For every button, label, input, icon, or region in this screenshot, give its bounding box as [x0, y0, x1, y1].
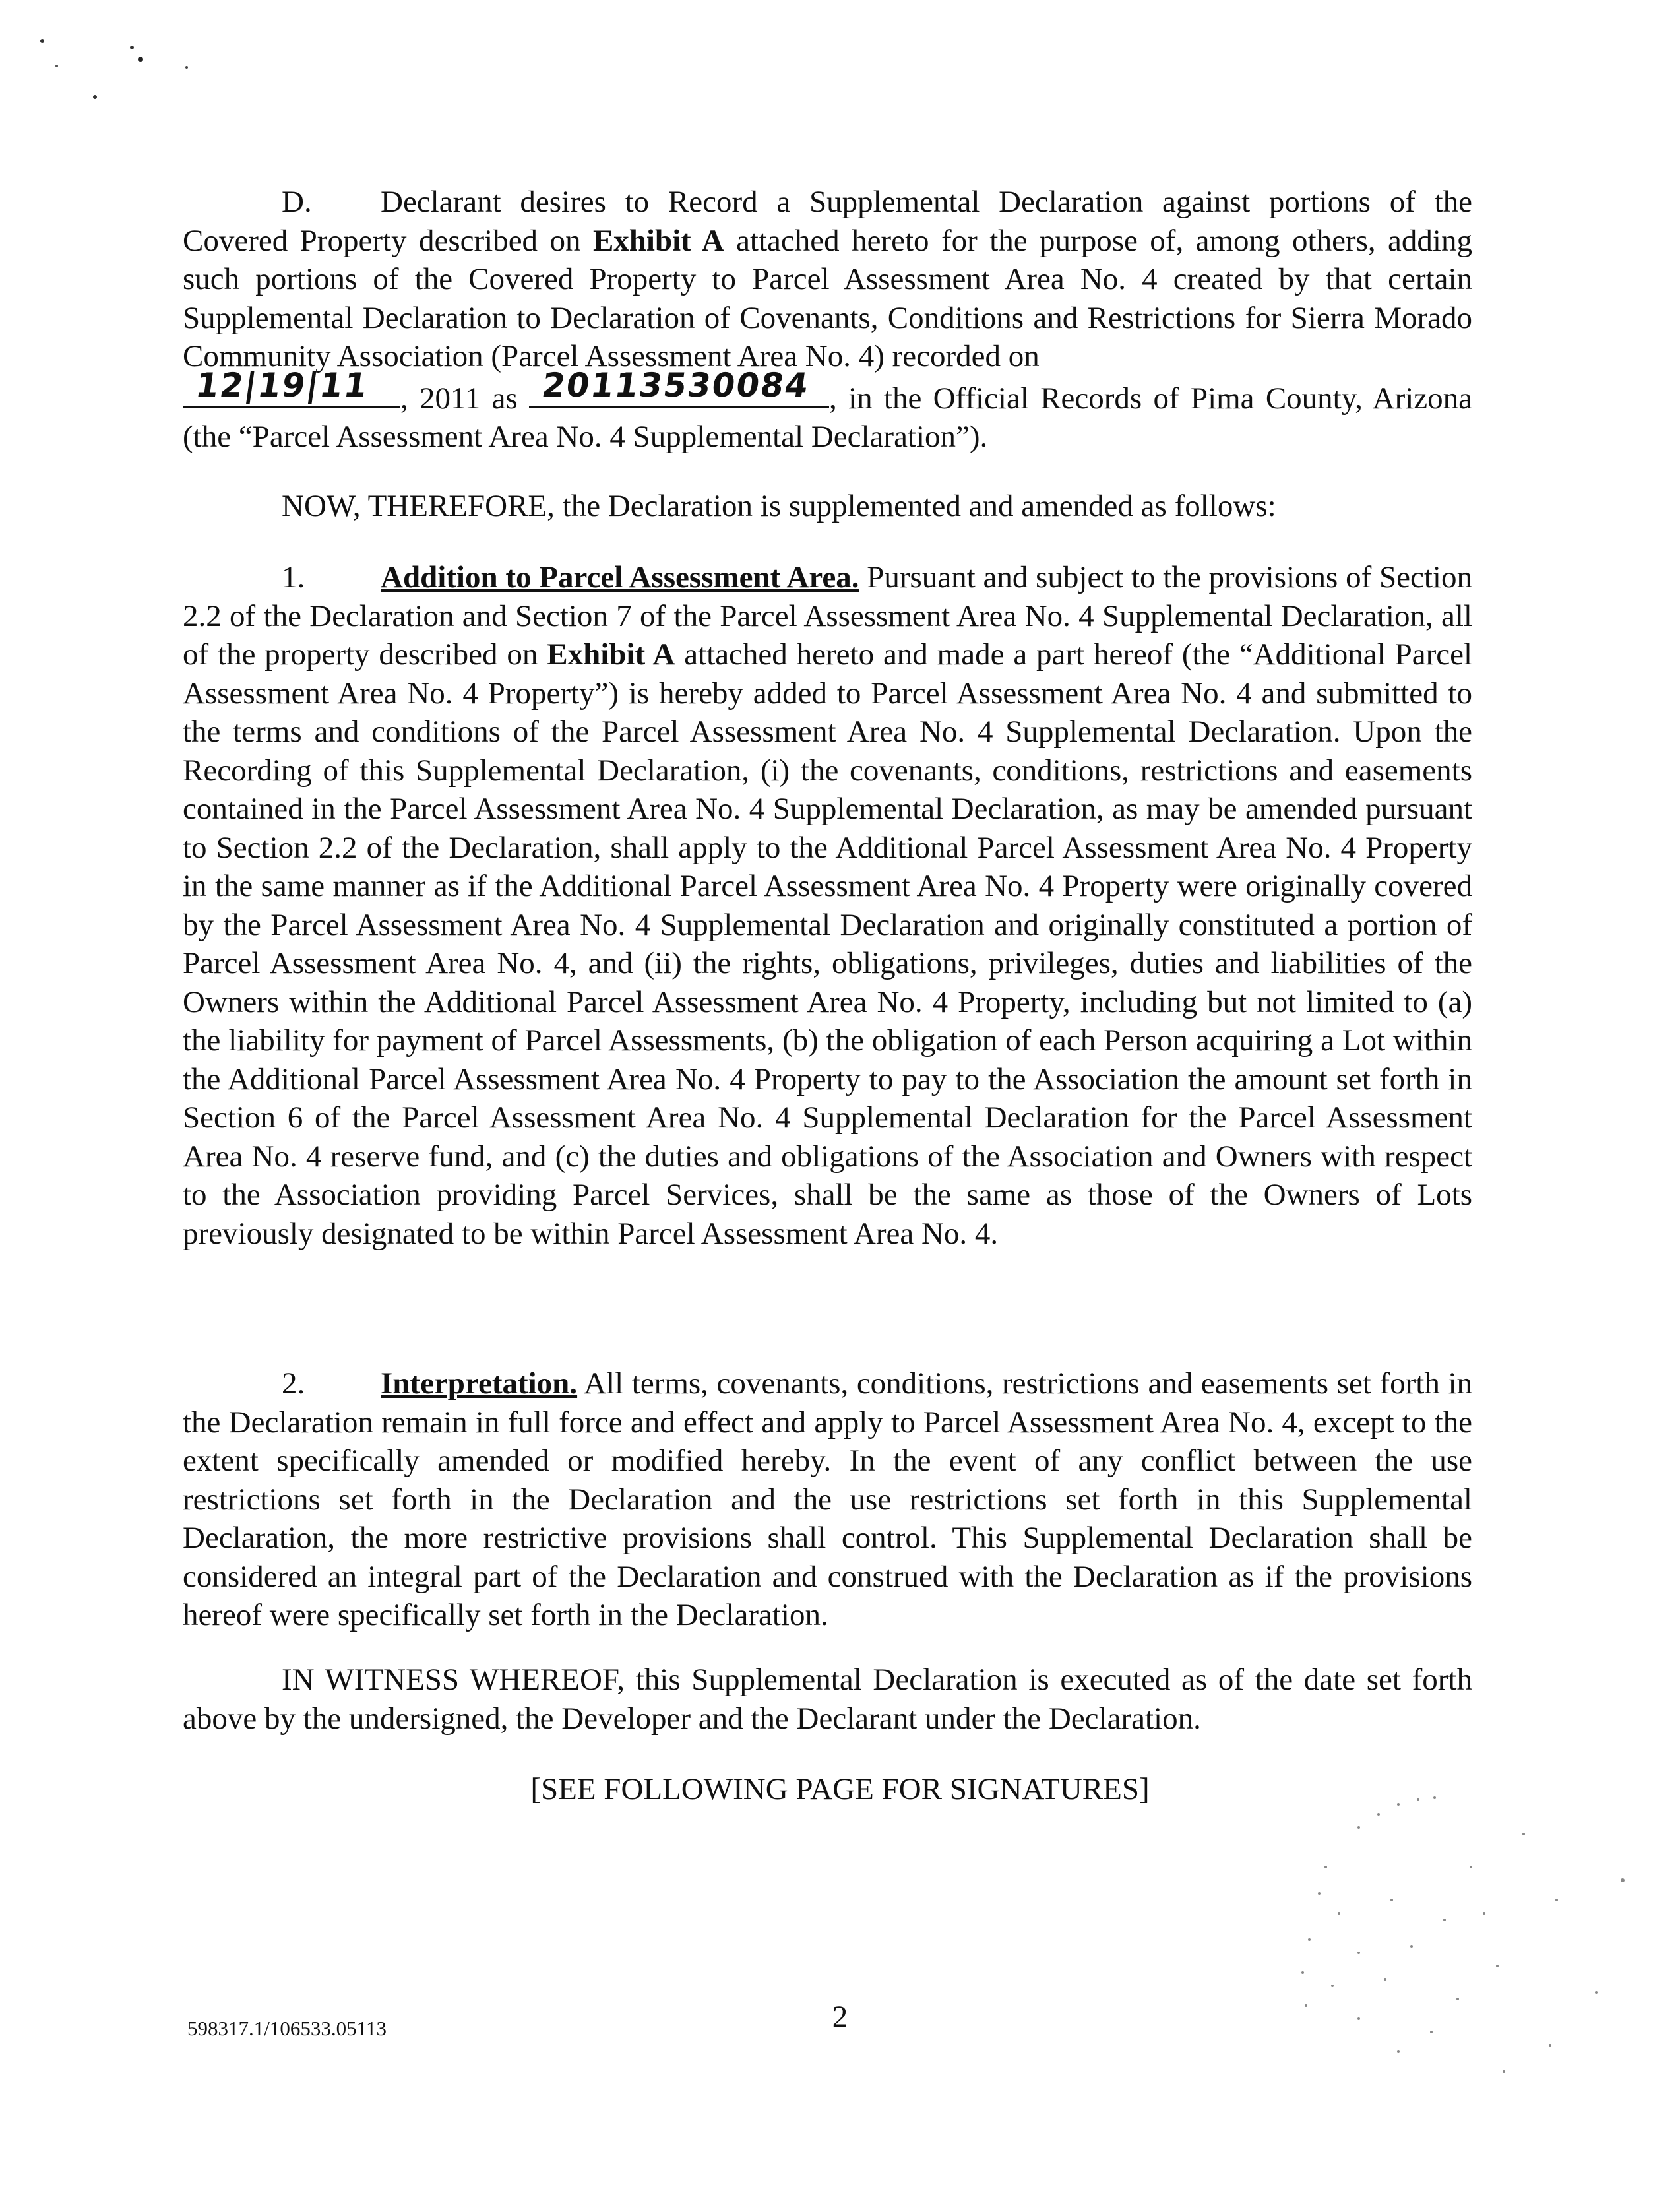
section-1-text-2: attached hereto and made a part hereof (the “Additional Parcel Assessment Area No. 4 Property”) is hereby added to Parcel Assessment Area No. 4 and submitted to the terms and conditions of the Parcel Assessment Area No. 4 Supplemental Declaration. Upon the Recording of this Supplemental Declaration, (i) the covenants, conditions, restrictions and easements contained in the Parcel Assessment Area No. 4 Supplemental Declaration, as may be amended pursuant to Section 2.2 of the Declaration, shall apply to the Additional Parcel Assessment Area No. 4 Property in the same manner as if the Additional Parcel Assessment Area No. 4 Property were originally covered by the Parcel Assessment Area No. 4 Supplemental Declaration and originally constituted a portion of Parcel Assessment Area No. 4, and (ii) the rights, obligations, privileges, duties and liabilities of the Owners within the Additional Parcel Assessment Area No. 4 Property, including but not limited to (a) the liability for payment of Parcel Assessments, (b) the obligation of each Person acquiring a Lot within the Additional Parcel Assessment Area No. 4 Property to pay to the Association the amount set forth in Section 6 of the Parcel Assessment Area No. 4 Supplemental Declaration for the Parcel Assessment Area No. 4 reserve fund, and (c) the duties and obligations of the Association and Owners with respect to the Association providing Parcel Services, shall be the same as those of the Owners of Lots previously designated to be within Parcel Assessment Area No. 4.: [183, 637, 1473, 1251]
recital-d-exhibit: Exhibit A: [592, 223, 724, 258]
section-1-exhibit: Exhibit A: [547, 637, 675, 672]
section-1-heading: Addition to Parcel Assessment Area.: [381, 560, 859, 594]
now-therefore-text: NOW, THEREFORE, the Declaration is supplemented and amended as follows:: [282, 489, 1276, 523]
section-2-text: All terms, covenants, conditions, restrictions and easements set forth in the Declaration remain in full force and effect and apply to Parcel Assessment Area No. 4, except to the extent specifically amended or modified hereby. In the event of any conflict between the use restrictions set forth in the Declaration and the use restrictions set forth in this Supplemental Declaration, the more restrictive provisions shall control. This Supplemental Declaration shall be considered an integral part of the Declaration and construed with the Declaration as if the provisions hereof were specifically set forth in the Declaration.: [183, 1366, 1472, 1632]
recital-d-text-1: Declarant desires to Record a Supplemental Declaration against portions of the Covered Property described on: [183, 185, 1472, 258]
section-2-heading: Interpretation.: [381, 1366, 578, 1401]
section-2-number: 2.: [282, 1366, 305, 1401]
record-number-handwritten: 20113530084: [539, 366, 812, 404]
recital-d-letter: D.: [282, 185, 312, 219]
in-witness: [183, 1661, 1472, 1738]
section-1-number: 1.: [282, 560, 305, 594]
document-id: 598317.1/106533.05113: [187, 2017, 387, 2040]
record-number-blank: [529, 366, 829, 408]
now-therefore: [183, 487, 1472, 526]
recorded-date-blank: [183, 366, 400, 408]
recital-d-text-2: attached hereto for the purpose of, among others, adding such portions of the Covered Property to Parcel Assessment Area No. 4 created by that certain Supplemental Declaration to Declaration of Covenants, Conditions and Restrictions for Sierra Morado Community Association (Parcel Assessment Area No. 4) recorded on: [183, 223, 1472, 373]
recorded-date-handwritten: 12|19|11: [193, 366, 371, 404]
section-1-text-1: Pursuant and subject to the provisions of Section 2.2 of the Declaration and Section 7 of the Parcel Assessment Area No. 4 Supplemental Declaration, all of the property described on: [183, 560, 1472, 672]
recital-d: [183, 183, 1472, 457]
in-witness-text: IN WITNESS WHEREOF, this Supplemental Declaration is executed as of the date set forth above by the undersigned, the Developer and the Declarant under the Declaration.: [183, 1663, 1472, 1736]
section-1: [183, 558, 1472, 1253]
see-following-page-note: [SEE FOLLOWING PAGE FOR SIGNATURES]: [530, 1772, 1150, 1806]
page-number: 2: [832, 2000, 848, 2034]
recital-d-text-4: , in the Official Records of Pima County, Arizona (the “Parcel Assessment Area No. 4 Supplemental Declaration”).: [183, 381, 1472, 454]
recital-d-text-3: , 2011 as: [400, 381, 518, 416]
section-2: [183, 1364, 1472, 1635]
